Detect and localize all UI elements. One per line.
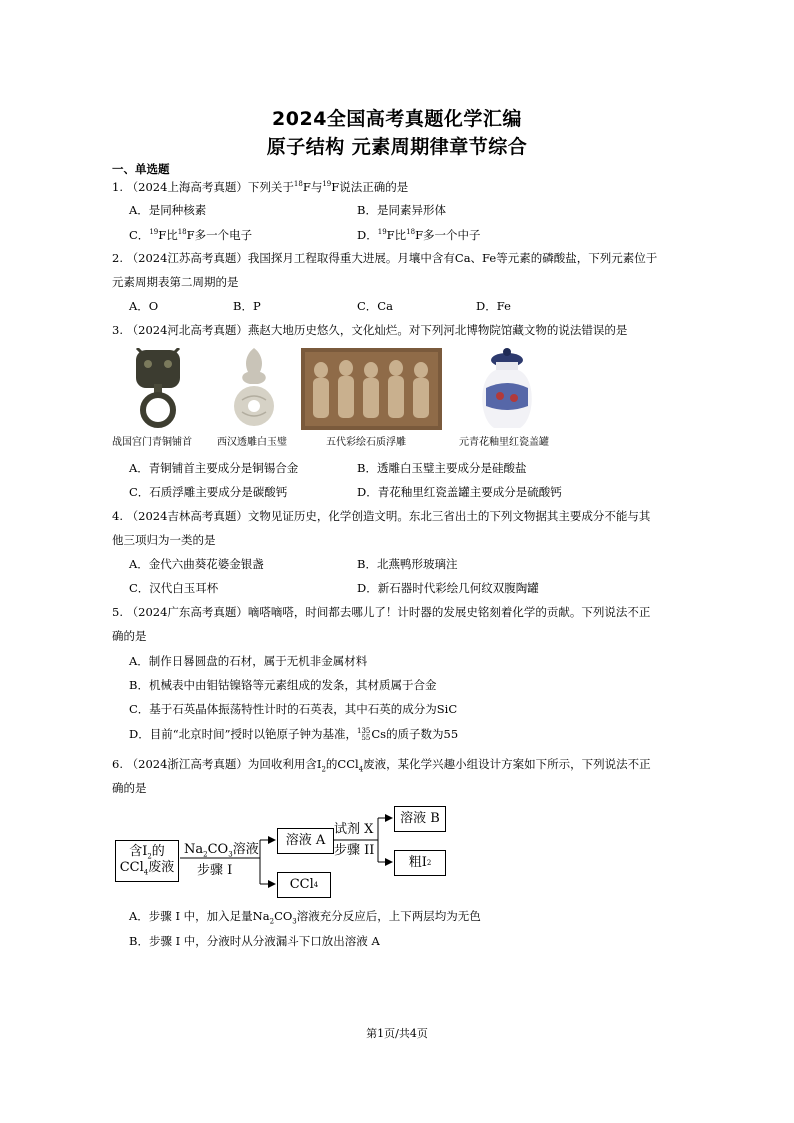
section-heading: 一、单选题 xyxy=(112,162,170,176)
caption-jade-bi: 西汉透雕白玉璧 xyxy=(217,437,287,448)
flow-ccl4-box: CCl 4 xyxy=(277,872,331,898)
question-4-option-a: A．金代六曲葵花婆金银盏 xyxy=(129,557,264,571)
question-5-line2: 确的是 xyxy=(112,629,147,643)
question-1-option-d: D．$^{19}$F比$^{18}$F多一个中子 xyxy=(357,227,481,242)
question-3-option-a: A．青铜铺首主要成分是铜锡合金 xyxy=(129,461,299,475)
question-1-option-c: C．$^{19}$F比$^{18}$F多一个电子 xyxy=(129,227,253,242)
porcelain-jar-image xyxy=(476,348,538,430)
flow-solution-b-box: 溶液 B xyxy=(394,806,446,832)
question-4-option-d: D．新石器时代彩绘几何纹双腹陶罐 xyxy=(357,581,539,595)
caption-porcelain-jar: 元青花釉里红瓷盖罐 xyxy=(459,437,549,448)
question-4-line1: 4. （2024吉林高考真题）文物见证历史，化学创造文明。东北三省出土的下列文物据其主要成分不能与其 xyxy=(112,509,651,523)
question-2-line2: 元素周期表第二周期的是 xyxy=(112,275,239,289)
question-1-option-a: A．是同种核素 xyxy=(129,203,207,217)
question-2-line1: 2. （2024江苏高考真题）我国探月工程取得重大进展。月壤中含有Ca、Fe等元素的磷酸盐，下列元素位于 xyxy=(112,251,658,265)
question-5-line1: 5. （2024广东高考真题）嘀嗒嘀嗒，时间都去哪儿了！计时器的发展史铭刻着化学的贡献。下列说法不正 xyxy=(112,605,651,619)
question-6-line2: 确的是 xyxy=(112,781,147,795)
flow-solution-a-box: 溶液 A xyxy=(277,828,334,854)
question-4-option-c: C．汉代白玉耳杯 xyxy=(129,581,219,595)
question-2-option-d: D．Fe xyxy=(476,299,511,313)
question-5-option-a: A．制作日晷圆盘的石材，属于无机非金属材料 xyxy=(129,654,368,668)
question-2-option-a: A．O xyxy=(129,299,159,313)
question-5-option-c: C．基于石英晶体振荡特性计时的石英表，其中石英的成分为SiC xyxy=(129,702,458,716)
flow-step1-label: 步骤 I xyxy=(197,863,233,878)
caption-stone-relief: 五代彩绘石质浮雕 xyxy=(326,437,406,448)
question-3-option-d: D．青花釉里红瓷盖罐主要成分是硫酸钙 xyxy=(357,485,562,499)
white-jade-bi-image xyxy=(232,348,276,428)
question-3-option-c: C．石质浮雕主要成分是碳酸钙 xyxy=(129,485,288,499)
question-3-stem: 3. （2024河北高考真题）燕赵大地历史悠久，文化灿烂。对下列河北博物院馆藏文物的说法错误的是 xyxy=(112,323,628,337)
question-3-option-b: B．透雕白玉璧主要成分是硅酸盐 xyxy=(357,461,527,475)
flow-reagent-x-label: 试剂 X xyxy=(334,822,374,837)
flow-reagent-label: $Na_2CO_3$溶液 xyxy=(184,842,259,859)
question-5-option-b: B．机械表中由钼钴镍铬等元素组成的发条，其材质属于合金 xyxy=(129,678,437,692)
question-1-stem: 1. （2024上海高考真题）下列关于$^{18}$F与$^{19}$F说法正确的是 xyxy=(112,179,409,194)
question-1-option-b: B．是同素异形体 xyxy=(357,203,446,217)
question-6-line1: 6. （2024浙江高考真题）为回收利用含$I_2$的CCl$_4$废液，某化学兴趣小组设计方案如下所示，下列说法不正 xyxy=(112,757,651,774)
question-4-option-b: B．北燕鸭形玻璃注 xyxy=(357,557,458,571)
page-title-line1: 2024全国高考真题化学汇编 xyxy=(272,108,522,130)
question-6-option-b: B．步骤 I 中，分液时从分液漏斗下口放出溶液 A xyxy=(129,934,380,948)
page-footer: 第1页/共4页 xyxy=(366,1027,428,1040)
flow-start-box: 含$I_2$的 CCl$_4$废液 xyxy=(115,840,179,882)
stone-relief-image xyxy=(301,348,442,430)
flow-step2-label: 步骤 II xyxy=(334,843,375,858)
question-2-option-b: B．P xyxy=(233,299,261,313)
flow-crude-iodine-box: 粗I 2 xyxy=(394,850,446,876)
question-5-option-d: D．目前“北京时间”授时以铯原子钟为基准，135 55Cs的质子数为55 xyxy=(129,727,459,742)
question-6-option-a: A．步骤 I 中，加入足量$Na_2CO_3$溶液充分反应后，上下两层均为无色 xyxy=(129,909,481,926)
page-title-line2: 原子结构 元素周期律章节综合 xyxy=(266,136,528,158)
caption-bronze-knocker: 战国宫门青铜铺首 xyxy=(112,437,192,448)
question-4-line2: 他三项归为一类的是 xyxy=(112,533,216,547)
bronze-knocker-image xyxy=(133,348,183,430)
question-2-option-c: C．Ca xyxy=(357,299,393,313)
